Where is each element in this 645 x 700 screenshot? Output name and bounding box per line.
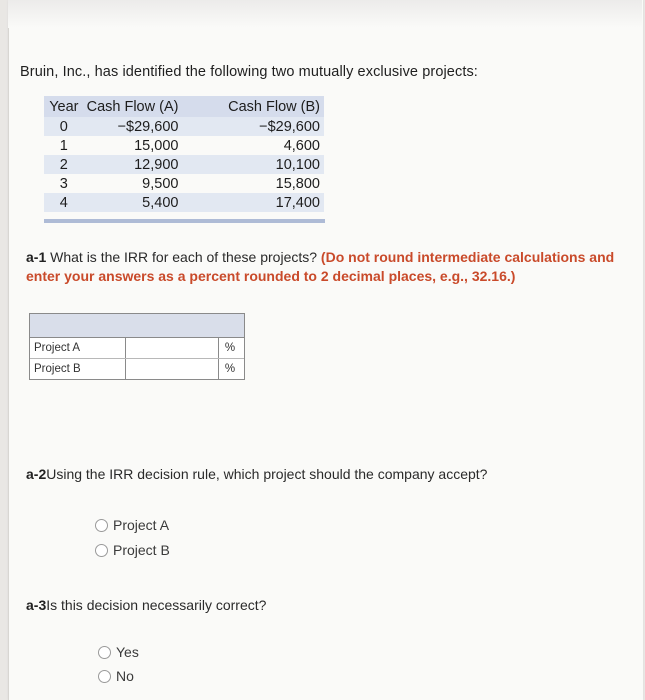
radio-button[interactable] xyxy=(98,646,111,659)
question-number: a-2 xyxy=(26,466,47,482)
answer-table-header xyxy=(30,314,244,338)
question-text: Is this decision necessarily correct? xyxy=(46,597,267,613)
option-yes[interactable] xyxy=(98,644,139,660)
option-project-a[interactable] xyxy=(95,517,169,533)
year-cell: 1 xyxy=(44,136,84,155)
irr-answer-table xyxy=(29,313,245,380)
option-project-b[interactable] xyxy=(95,542,170,558)
header-year: Year xyxy=(44,96,84,117)
table-row xyxy=(44,117,324,136)
cash-flow-header-row xyxy=(44,96,324,117)
cash-flow-b-cell: −$29,600 xyxy=(182,117,324,136)
question-number: a-3 xyxy=(26,597,47,613)
cash-flow-b-cell: 17,400 xyxy=(182,193,324,212)
irr-input-project-a[interactable] xyxy=(126,338,219,358)
question-instructions: (Do not round intermediate calculations and enter your answers as a percent rounded to 2 decimal places, e.g., 32.16.) xyxy=(26,249,615,284)
option-label: No xyxy=(116,668,134,684)
question-a2 xyxy=(26,465,487,484)
cash-flow-a-cell: 15,000 xyxy=(84,136,183,155)
answer-label: Project A xyxy=(30,338,126,358)
question-text: Using the IRR decision rule, which project should the company accept? xyxy=(46,466,488,482)
cash-flow-b-cell: 10,100 xyxy=(182,155,324,174)
table-row xyxy=(44,155,324,174)
answer-row-project-a xyxy=(30,338,244,359)
cash-flow-table xyxy=(44,96,324,212)
top-shadow xyxy=(8,0,642,28)
percent-unit: % xyxy=(224,363,236,375)
radio-button[interactable] xyxy=(95,544,108,557)
year-cell: 3 xyxy=(44,174,84,193)
radio-button[interactable] xyxy=(98,670,111,683)
question-a1 xyxy=(26,248,638,286)
question-text: What is the IRR for each of these projects? xyxy=(46,249,321,265)
cash-flow-b-cell: 15,800 xyxy=(182,174,324,193)
answer-label: Project B xyxy=(30,359,126,379)
problem-intro: Bruin, Inc., has identified the following two mutually exclusive projects: xyxy=(20,64,478,80)
cash-flow-a-cell: 5,400 xyxy=(84,193,183,212)
percent-unit: % xyxy=(224,342,236,354)
table-row xyxy=(44,174,324,193)
year-cell: 2 xyxy=(44,155,84,174)
cash-flow-a-cell: −$29,600 xyxy=(84,117,183,136)
header-cash-flow-a: Cash Flow (A) xyxy=(84,96,183,117)
option-no[interactable] xyxy=(98,668,134,684)
cash-flow-a-cell: 12,900 xyxy=(84,155,183,174)
table-bottom-divider xyxy=(44,219,325,223)
year-cell: 4 xyxy=(44,193,84,212)
cash-flow-a-cell: 9,500 xyxy=(84,174,183,193)
header-cash-flow-b: Cash Flow (B) xyxy=(182,96,324,117)
option-label: Yes xyxy=(116,644,139,660)
irr-input-project-b[interactable] xyxy=(126,359,219,379)
answer-row-project-b xyxy=(30,359,244,379)
option-label: Project A xyxy=(113,517,170,533)
option-label: Project B xyxy=(113,542,170,558)
table-row xyxy=(44,193,324,212)
question-number: a-1 xyxy=(26,249,47,265)
question-a3 xyxy=(26,596,266,615)
year-cell: 0 xyxy=(44,117,84,136)
cash-flow-b-cell: 4,600 xyxy=(182,136,324,155)
table-row xyxy=(44,136,324,155)
radio-button[interactable] xyxy=(95,519,108,532)
